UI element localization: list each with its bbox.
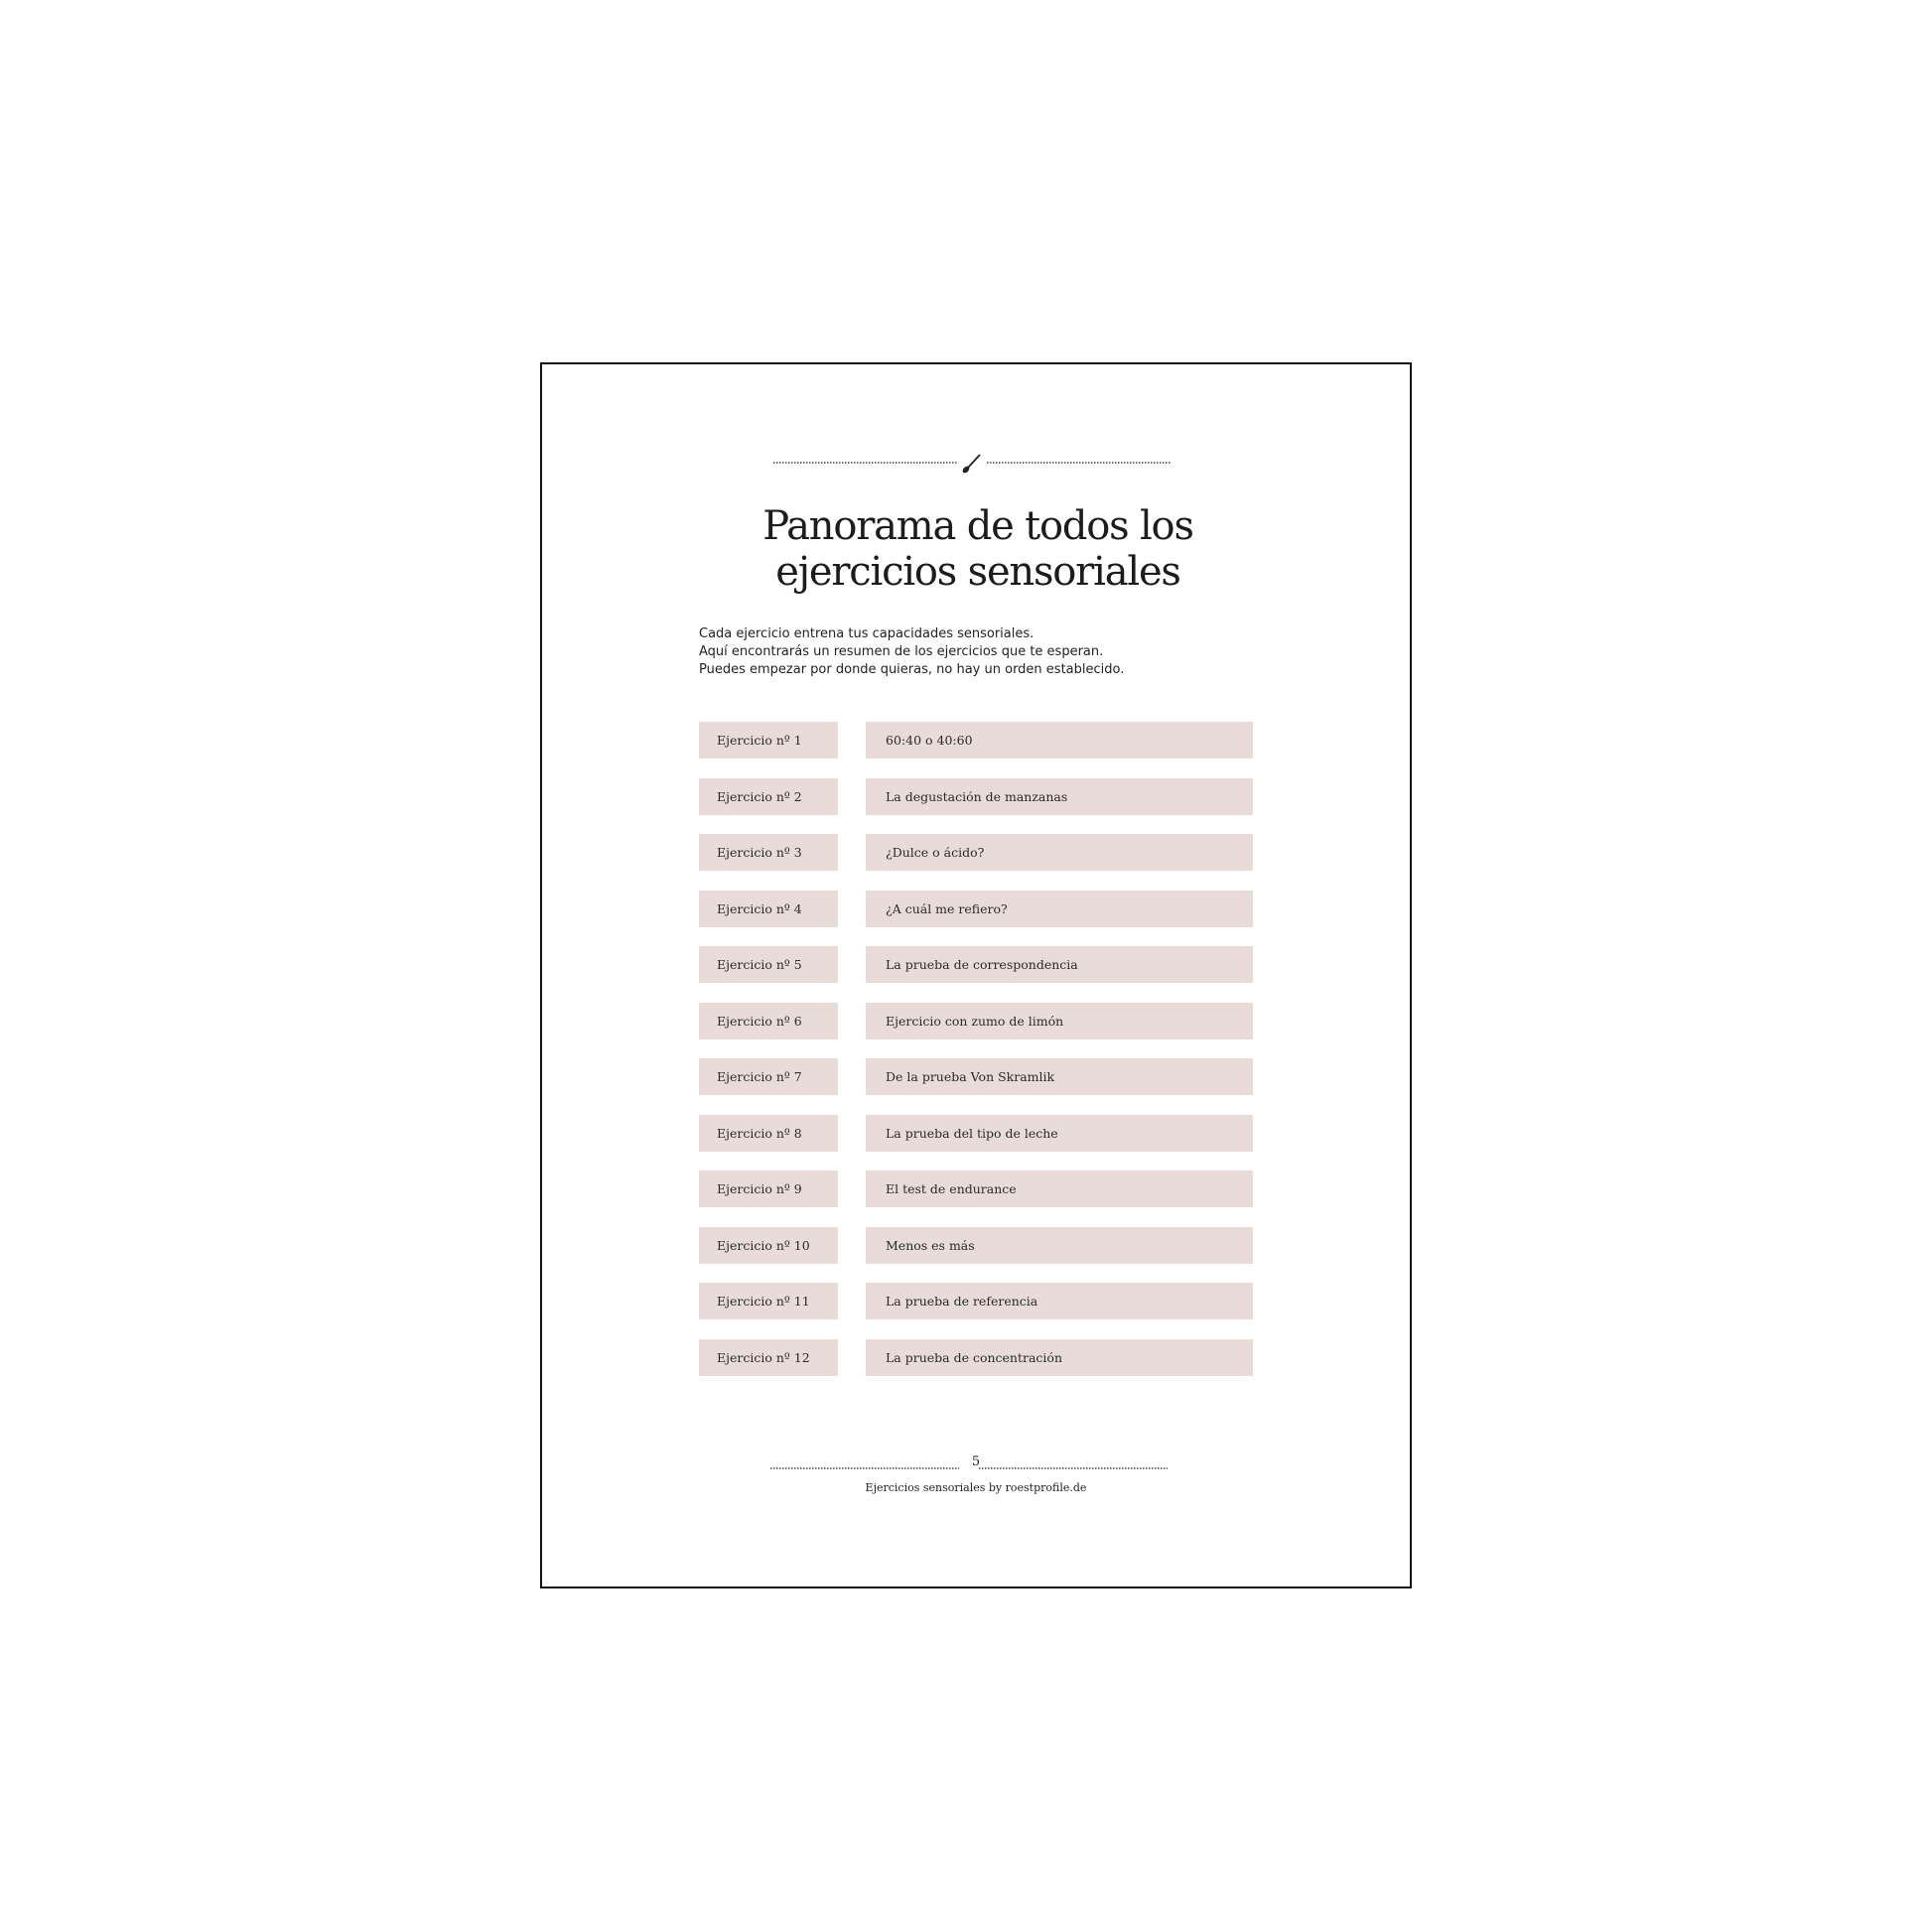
document-page xyxy=(540,362,1412,1588)
exercise-number: Ejercicio nº 3 xyxy=(699,834,838,871)
exercise-number: Ejercicio nº 7 xyxy=(699,1058,838,1095)
exercise-number: Ejercicio nº 8 xyxy=(699,1115,838,1152)
exercise-row xyxy=(699,1115,1255,1152)
exercise-name: La prueba de concentración xyxy=(866,1339,1253,1376)
exercise-name: El test de endurance xyxy=(866,1171,1253,1207)
exercise-number: Ejercicio nº 1 xyxy=(699,722,838,759)
footer-credit: Ejercicios sensoriales by roestprofile.de xyxy=(865,1481,1087,1494)
exercise-number: Ejercicio nº 11 xyxy=(699,1283,838,1319)
title-line-2: ejercicios sensoriales xyxy=(775,549,1180,595)
exercise-number: Ejercicio nº 12 xyxy=(699,1339,838,1376)
exercise-row xyxy=(699,891,1255,927)
intro-line-2: Aquí encontrarás un resumen de los ejercicios que te esperan. xyxy=(699,644,1104,659)
exercise-name: La prueba de referencia xyxy=(866,1283,1253,1319)
page-title xyxy=(542,503,1414,595)
exercise-name: La prueba de correspondencia xyxy=(866,946,1253,983)
exercise-name: Menos es más xyxy=(866,1227,1253,1264)
exercise-name: Ejercicio con zumo de limón xyxy=(866,1003,1253,1039)
exercise-number: Ejercicio nº 10 xyxy=(699,1227,838,1264)
exercise-name: La degustación de manzanas xyxy=(866,778,1253,815)
exercise-list xyxy=(699,722,1255,1395)
exercise-row xyxy=(699,1058,1255,1095)
intro-paragraph xyxy=(699,625,1295,679)
spoon-divider xyxy=(773,448,1171,478)
page-number: 5 xyxy=(971,1454,981,1469)
exercise-row xyxy=(699,834,1255,871)
exercise-row xyxy=(699,1003,1255,1039)
exercise-number: Ejercicio nº 2 xyxy=(699,778,838,815)
intro-line-3: Puedes empezar por donde quieras, no hay un orden establecido. xyxy=(699,662,1125,677)
exercise-name: La prueba del tipo de leche xyxy=(866,1115,1253,1152)
spoon-icon xyxy=(961,455,980,475)
exercise-number: Ejercicio nº 5 xyxy=(699,946,838,983)
exercise-number: Ejercicio nº 4 xyxy=(699,891,838,927)
exercise-number: Ejercicio nº 9 xyxy=(699,1171,838,1207)
exercise-row xyxy=(699,1171,1255,1207)
exercise-row xyxy=(699,1227,1255,1264)
exercise-row xyxy=(699,946,1255,983)
exercise-name: ¿A cuál me refiero? xyxy=(866,891,1253,927)
exercise-row xyxy=(699,778,1255,815)
exercise-row xyxy=(699,1339,1255,1376)
intro-line-1: Cada ejercicio entrena tus capacidades sensoriales. xyxy=(699,626,1035,641)
exercise-number: Ejercicio nº 6 xyxy=(699,1003,838,1039)
exercise-name: ¿Dulce o ácido? xyxy=(866,834,1253,871)
exercise-row xyxy=(699,1283,1255,1319)
title-line-1: Panorama de todos los xyxy=(762,503,1193,549)
exercise-row xyxy=(699,722,1255,759)
exercise-name: De la prueba Von Skramlik xyxy=(866,1058,1253,1095)
exercise-name: 60:40 o 40:60 xyxy=(866,722,1253,759)
